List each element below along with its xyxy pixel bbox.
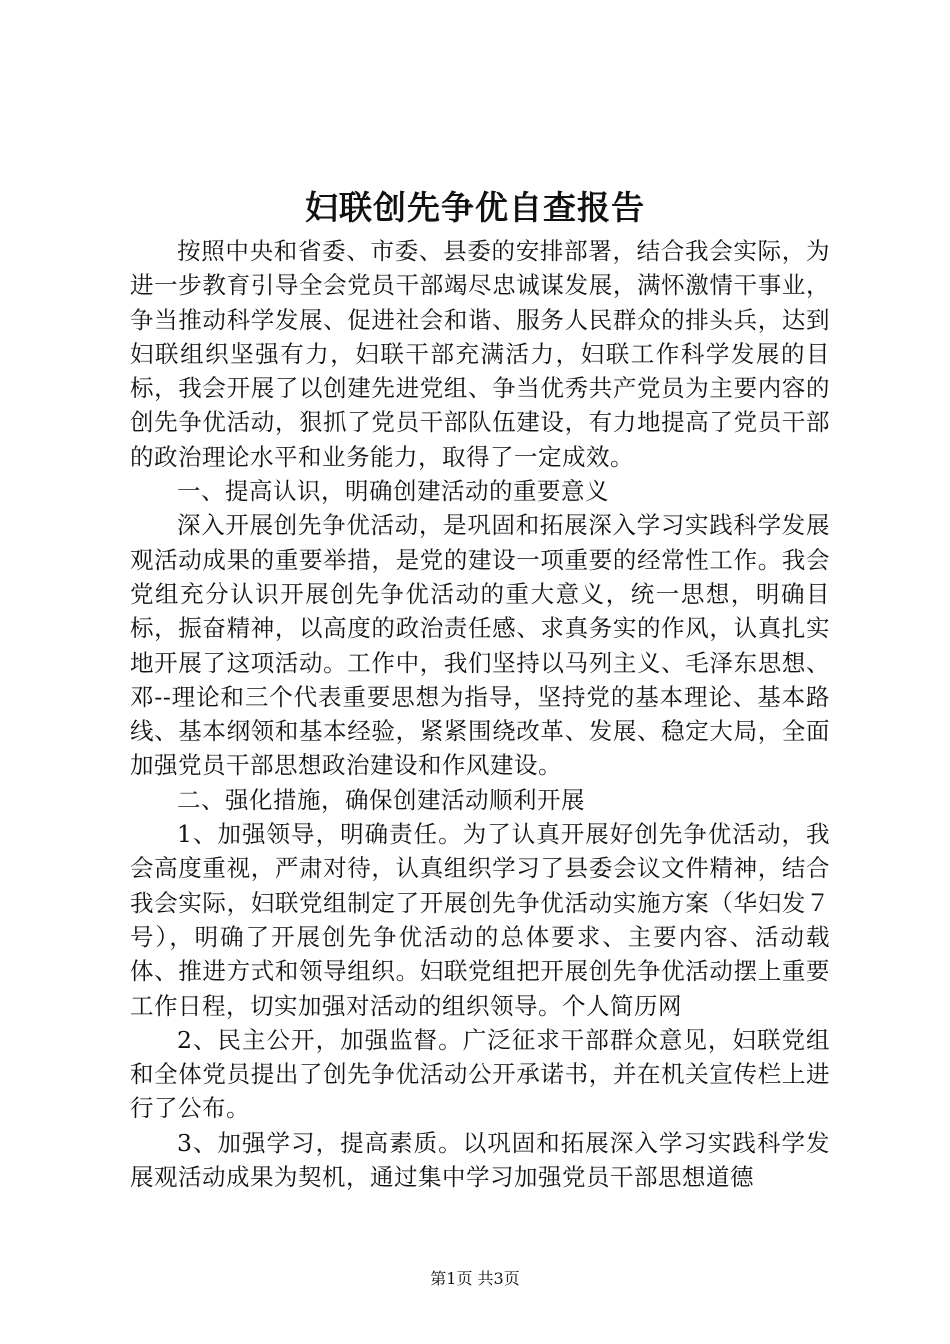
document-title: 妇联创先争优自查报告: [305, 188, 645, 227]
paragraph-section-1: 深入开展创先争优活动，是巩固和拓展深入学习实践科学发展观活动成果的重要举措，是党的建设一项重要的经常性工作。我会党组充分认识开展创先争优活动的重大意义，统一思想，明确目标，振奋精神，以高度的政治责任感、求真务实的作风，认真扎实地开展了这项活动。工作中，我们坚持以马列主义、毛泽东思想、邓--理论和三个代表重要思想为指导，坚持党的基本理论、基本路线、基本纲领和基本经验，紧紧围绕改革、发展、稳定大局，全面加强党员干部思想政治建设和作风建设。: [130, 511, 830, 780]
paragraph-item-3: 3、加强学习，提高素质。以巩固和拓展深入学习实践科学发展观活动成果为契机，通过集中学习加强党员干部思想道德: [130, 1128, 830, 1192]
paragraph-item-1: 1、加强领导，明确责任。为了认真开展好创先争优活动，我会高度重视，严肃对待，认真组织学习了县委会议文件精神，结合我会实际，妇联党组制定了开展创先争优活动实施方案（华妇发７号），明确了开展创先争优活动的总体要求、主要内容、活动载体、推进方式和领导组织。妇联党组把开展创先争优活动摆上重要工作日程，切实加强对活动的组织领导。个人简历网: [130, 820, 830, 1020]
section-heading-1: 一、提高认识，明确创建活动的重要意义: [177, 477, 609, 506]
paragraph-intro: 按照中央和省委、市委、县委的安排部署，结合我会实际，为进一步教育引导全会党员干部竭尽忠诚谋发展，满怀激情干事业，争当推动科学发展、促进社会和谐、服务人民群众的排头兵，达到妇联组织坚强有力，妇联干部充满活力，妇联工作科学发展的目标，我会开展了以创建先进党组、争当优秀共产党员为主要内容的创先争优活动，狠抓了党员干部队伍建设，有力地提高了党员干部的政治理论水平和业务能力，取得了一定成效。: [130, 237, 830, 471]
section-heading-2: 二、强化措施，确保创建活动顺利开展: [177, 785, 585, 814]
document-body: [130, 234, 830, 1194]
page-footer: 第1页 共3页: [430, 1269, 520, 1288]
paragraph-item-2: 2、民主公开，加强监督。广泛征求干部群众意见，妇联党组和全体党员提出了创先争优活动公开承诺书，并在机关宣传栏上进行了公布。: [130, 1025, 830, 1123]
